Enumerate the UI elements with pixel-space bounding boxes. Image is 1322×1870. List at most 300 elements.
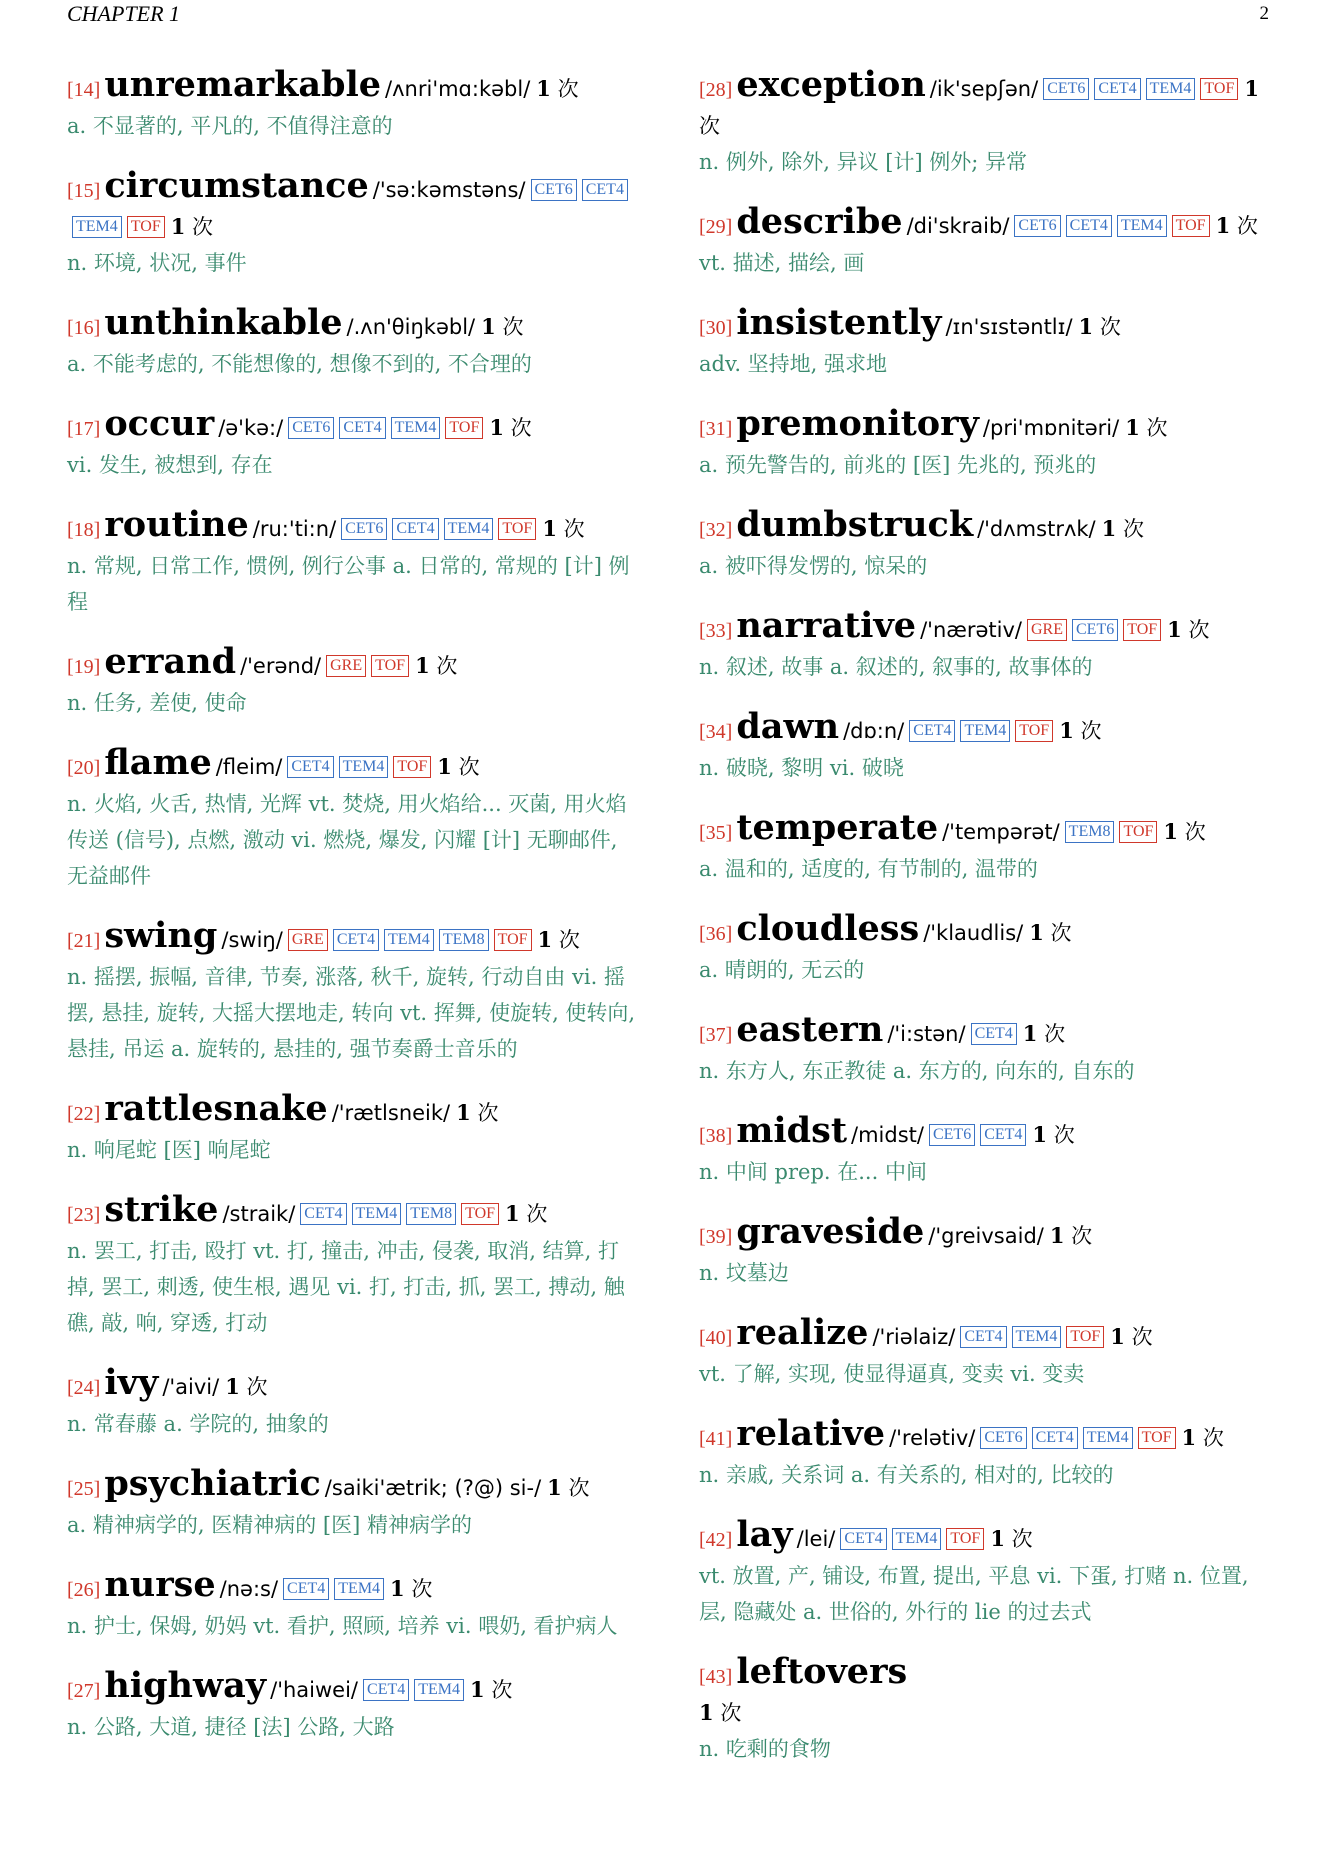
exam-tag-badge: CET6 [929, 1124, 975, 1146]
vocab-entry [67, 302, 645, 382]
exam-tag-badge: TOF [1138, 1427, 1176, 1449]
vocab-entry [699, 908, 1269, 988]
count-unit: 次 [491, 1678, 513, 1702]
exam-tag-badge: CET4 [333, 929, 379, 951]
pronunciation: /fleim/ [215, 755, 283, 779]
entry-headline [67, 1088, 645, 1132]
vocab-entry [699, 807, 1269, 887]
exam-tag-badge: TOF [1200, 78, 1238, 100]
vocab-entry [699, 201, 1269, 281]
pronunciation: /'nærətiv/ [920, 618, 1022, 642]
definition: n. 常春藤 a. 学院的, 抽象的 [67, 1412, 329, 1436]
entry-number: [19] [67, 656, 101, 678]
headword: narrative [736, 605, 917, 646]
entry-headline [67, 504, 645, 548]
pronunciation: /ik'sepʃən/ [929, 77, 1039, 101]
count-number: 1 [1022, 1021, 1038, 1046]
entry-headline [67, 641, 645, 685]
count-number: 1 [437, 754, 452, 779]
headword: nurse [104, 1564, 216, 1605]
count-number: 1 [1110, 1324, 1125, 1349]
count-unit: 次 [720, 1701, 742, 1725]
entry-number: [30] [699, 317, 733, 339]
definition: vt. 描述, 描绘, 画 [699, 251, 865, 275]
entry-number: [29] [699, 216, 733, 238]
exam-tag-badge: TOF [494, 929, 532, 951]
count-number: 1 [505, 1201, 520, 1226]
pronunciation: /'sə:kəmstəns/ [372, 178, 526, 202]
exam-tag-badge: TEM8 [439, 929, 489, 951]
count-unit: 次 [1044, 1022, 1066, 1046]
exam-tag-badge: CET4 [909, 720, 955, 742]
exam-tag-badge: CET4 [300, 1203, 346, 1225]
definition: vt. 了解, 实现, 使显得逼真, 变卖 vi. 变卖 [699, 1362, 1085, 1386]
exam-tag-badge: TEM4 [339, 756, 389, 778]
definition: a. 不能考虑的, 不能想像的, 想像不到的, 不合理的 [67, 352, 532, 376]
frequency-count [1182, 1426, 1224, 1450]
vocab-entry [67, 1564, 645, 1644]
entry-number: [43] [699, 1666, 733, 1688]
vocab-entry [67, 1189, 645, 1341]
exam-tag-badge: TEM4 [391, 417, 441, 439]
exam-tag-badge: TOF [498, 518, 536, 540]
definition: n. 吃剩的食物 [699, 1737, 831, 1761]
frequency-count [456, 1101, 498, 1125]
pronunciation: /straik/ [222, 1202, 296, 1226]
headword: circumstance [104, 165, 369, 206]
definition: n. 护士, 保姆, 奶妈 vt. 看护, 照顾, 培养 vi. 喂奶, 看护病人 [67, 1614, 618, 1638]
headword: eastern [736, 1009, 884, 1050]
count-unit: 次 [502, 315, 524, 339]
count-number: 1 [1029, 920, 1044, 945]
entry-headline [699, 807, 1269, 851]
count-unit: 次 [1146, 416, 1168, 440]
exam-tag-badge: TEM4 [444, 518, 494, 540]
entry-number: [39] [699, 1226, 733, 1248]
exam-tag-badge: CET4 [960, 1326, 1006, 1348]
entry-headline [699, 302, 1269, 346]
headword: flame [104, 742, 212, 783]
entry-headline [699, 605, 1269, 649]
entry-headline [699, 1651, 1269, 1731]
exam-tag-badge: TEM4 [1083, 1427, 1133, 1449]
headword: highway [104, 1665, 267, 1706]
exam-tag-badge: CET4 [1094, 78, 1140, 100]
exam-tag-badge: TOF [1119, 821, 1157, 843]
vocab-entry [699, 1413, 1269, 1493]
exam-tag-badge: TEM4 [384, 929, 434, 951]
headword: exception [736, 64, 926, 105]
vocab-entry [699, 504, 1269, 584]
pronunciation: /pri'mɒnitəri/ [982, 416, 1120, 440]
pronunciation: /'klaudlis/ [923, 921, 1024, 945]
headword: errand [104, 641, 237, 682]
frequency-count [481, 315, 523, 339]
frequency-count [505, 1202, 547, 1226]
definition: n. 公路, 大道, 捷径 [法] 公路, 大路 [67, 1715, 395, 1739]
exam-tag-badge: CET4 [971, 1023, 1017, 1045]
entry-headline [67, 915, 645, 959]
pronunciation: /swiŋ/ [221, 928, 283, 952]
pronunciation: /di'skraib/ [906, 214, 1010, 238]
entry-headline [699, 1211, 1269, 1255]
exam-tag-badge: TEM4 [1012, 1326, 1062, 1348]
entry-number: [22] [67, 1103, 101, 1125]
headword: dawn [736, 706, 840, 747]
count-unit: 次 [1184, 820, 1206, 844]
exam-tag-badge: TOF [1123, 619, 1161, 641]
pronunciation: /'dʌmstrʌk/ [977, 517, 1096, 541]
frequency-count [1023, 1022, 1065, 1046]
pronunciation: /'haiwei/ [270, 1678, 359, 1702]
definition: n. 罢工, 打击, 殴打 vt. 打, 撞击, 冲击, 侵袭, 取消, 结算, 打掉, 罢工, 刺透, 使生根, 遇见 vi. 打, 打击, 抓, 罢工, 搏动, 触礁, 敲, 响, 穿透, 打动 [67, 1239, 625, 1335]
definition: n. 例外, 除外, 异议 [计] 例外; 异常 [699, 150, 1028, 174]
count-number: 1 [1059, 718, 1074, 743]
entry-headline [699, 1009, 1269, 1053]
exam-tag-badge: CET6 [1043, 78, 1089, 100]
count-unit: 次 [1188, 618, 1210, 642]
count-number: 1 [536, 76, 551, 101]
count-number: 1 [542, 516, 557, 541]
exam-tag-badge: CET6 [1072, 619, 1118, 641]
headword: routine [104, 504, 249, 545]
count-unit: 次 [1011, 1527, 1033, 1551]
count-unit: 次 [192, 215, 214, 239]
exam-tag-badge: TEM8 [1065, 821, 1115, 843]
count-unit: 次 [510, 416, 532, 440]
count-unit: 次 [477, 1101, 499, 1125]
entry-headline [67, 302, 645, 346]
count-unit: 次 [1080, 719, 1102, 743]
pronunciation: /ɪn'sɪstəntlɪ/ [945, 315, 1073, 339]
vocab-entry [67, 742, 645, 894]
exam-tag-badge: GRE [288, 929, 328, 951]
count-unit: 次 [526, 1202, 548, 1226]
count-number: 1 [456, 1100, 471, 1125]
entry-number: [42] [699, 1529, 733, 1551]
frequency-count [1167, 618, 1209, 642]
entry-number: [36] [699, 923, 733, 945]
entry-headline [67, 403, 645, 447]
frequency-count [1059, 719, 1101, 743]
count-unit: 次 [411, 1577, 433, 1601]
page-header [67, 0, 1267, 30]
entry-number: [28] [699, 79, 733, 101]
entry-headline [67, 742, 645, 786]
vocab-entry [699, 1110, 1269, 1190]
right-column [699, 64, 1269, 1791]
pronunciation: /lei/ [796, 1527, 836, 1551]
count-unit: 次 [1053, 1123, 1075, 1147]
entry-number: [16] [67, 317, 101, 339]
count-number: 1 [699, 1700, 714, 1725]
entry-number: [20] [67, 757, 101, 779]
entry-number: [21] [67, 930, 101, 952]
entry-number: [35] [699, 822, 733, 844]
count-unit: 次 [1202, 1426, 1224, 1450]
definition: a. 不显著的, 平凡的, 不值得注意的 [67, 114, 393, 138]
frequency-count [699, 1701, 741, 1725]
definition: a. 温和的, 适度的, 有节制的, 温带的 [699, 857, 1038, 881]
definition: n. 叙述, 故事 a. 叙述的, 叙事的, 故事体的 [699, 655, 1093, 679]
count-number: 1 [1215, 213, 1231, 238]
count-number: 1 [1101, 516, 1117, 541]
entry-number: [26] [67, 1579, 101, 1601]
pronunciation: /ə'kə:/ [218, 416, 284, 440]
frequency-count [489, 416, 531, 440]
definition: n. 东方人, 东正教徒 a. 东方的, 向东的, 自东的 [699, 1059, 1135, 1083]
exam-tag-badge: CET6 [531, 179, 577, 201]
exam-tag-badge: TOF [393, 756, 431, 778]
frequency-count [1163, 820, 1205, 844]
pronunciation: /'i:stən/ [887, 1022, 966, 1046]
pronunciation: /nə:s/ [219, 1577, 279, 1601]
entry-headline [699, 1312, 1269, 1356]
exam-tag-badge: CET4 [980, 1124, 1026, 1146]
headword: realize [736, 1312, 869, 1353]
headword: unremarkable [104, 64, 382, 105]
exam-tag-badge: TOF [1066, 1326, 1104, 1348]
entry-number: [23] [67, 1204, 101, 1226]
exam-tag-badge: TEM4 [352, 1203, 402, 1225]
exam-tag-badge: CET4 [392, 518, 438, 540]
frequency-count [538, 928, 580, 952]
count-unit: 次 [1071, 1224, 1093, 1248]
frequency-count [990, 1527, 1032, 1551]
vocab-entry [699, 64, 1269, 180]
frequency-count [1079, 315, 1121, 339]
definition: vi. 发生, 被想到, 存在 [67, 453, 273, 477]
count-number: 1 [390, 1576, 405, 1601]
definition: n. 亲戚, 关系词 a. 有关系的, 相对的, 比较的 [699, 1463, 1114, 1487]
definition: vt. 放置, 产, 铺设, 布置, 提出, 平息 vi. 下蛋, 打赌 n. 位置, 层, 隐藏处 a. 世俗的, 外行的 lie 的过去式 [699, 1564, 1249, 1624]
headword: strike [104, 1189, 219, 1230]
count-number: 1 [1244, 76, 1259, 101]
count-number: 1 [481, 314, 496, 339]
headword: psychiatric [104, 1463, 321, 1504]
exam-tag-badge: TEM4 [334, 1578, 384, 1600]
chapter-title: CHAPTER 1 [67, 1, 181, 26]
exam-tag-badge: CET4 [582, 179, 628, 201]
exam-tag-badge: CET4 [363, 1679, 409, 1701]
pronunciation: /'tempərət/ [942, 820, 1060, 844]
entry-headline [699, 908, 1269, 952]
entry-headline [67, 1564, 645, 1608]
vocab-entry [67, 165, 645, 281]
headword: graveside [736, 1211, 925, 1252]
entry-number: [31] [699, 418, 733, 440]
exam-tag-badge: TOF [127, 216, 165, 238]
pronunciation: /'greivsaid/ [928, 1224, 1044, 1248]
pronunciation: /saiki'ætrik; (?@) si-/ [324, 1476, 542, 1500]
count-unit: 次 [436, 654, 458, 678]
entry-number: [40] [699, 1327, 733, 1349]
definition: a. 晴朗的, 无云的 [699, 958, 865, 982]
headword: insistently [736, 302, 942, 343]
exam-tag-badge: GRE [326, 655, 366, 677]
vocab-entry [67, 1362, 645, 1442]
count-number: 1 [537, 927, 553, 952]
headword: temperate [736, 807, 939, 848]
entry-headline [67, 1463, 645, 1507]
exam-tag-badge: TEM4 [72, 216, 122, 238]
headword: ivy [104, 1362, 159, 1403]
definition: a. 被吓得发愣的, 惊呆的 [699, 554, 928, 578]
pronunciation: /dɒ:n/ [843, 719, 905, 743]
count-number: 1 [415, 653, 430, 678]
frequency-count [225, 1375, 267, 1399]
headword: lay [736, 1514, 793, 1555]
exam-tag-badge: TEM4 [960, 720, 1010, 742]
exam-tag-badge: TOF [371, 655, 409, 677]
definition: n. 常规, 日常工作, 惯例, 例行公事 a. 日常的, 常规的 [计] 例程 [67, 554, 630, 614]
entry-number: [33] [699, 620, 733, 642]
pronunciation: /'relətiv/ [889, 1426, 976, 1450]
vocab-entry [699, 605, 1269, 685]
exam-tag-badge: CET4 [287, 756, 333, 778]
pronunciation: /'aivi/ [162, 1375, 220, 1399]
frequency-count [437, 755, 479, 779]
definition: n. 环境, 状况, 事件 [67, 251, 247, 275]
entry-headline [699, 64, 1269, 144]
pronunciation: /'erənd/ [240, 654, 322, 678]
count-number: 1 [1032, 1122, 1048, 1147]
vocab-entry [67, 64, 645, 144]
entry-headline [699, 1110, 1269, 1154]
vocab-entry [699, 1009, 1269, 1089]
pronunciation: /'rætlsneik/ [331, 1101, 451, 1125]
exam-tag-badge: TEM4 [1117, 215, 1167, 237]
vocab-entry [699, 1514, 1269, 1630]
count-unit: 次 [1236, 214, 1258, 238]
entry-number: [37] [699, 1024, 733, 1046]
frequency-count [470, 1678, 512, 1702]
definition: a. 预先警告的, 前兆的 [医] 先兆的, 预兆的 [699, 453, 1097, 477]
headword: relative [736, 1413, 886, 1454]
exam-tag-badge: CET4 [339, 417, 385, 439]
exam-tag-badge: CET4 [1032, 1427, 1078, 1449]
exam-tag-badge: TEM4 [892, 1528, 942, 1550]
frequency-count [1102, 517, 1144, 541]
exam-tag-badge: CET4 [840, 1528, 886, 1550]
frequency-count [1216, 214, 1258, 238]
count-number: 1 [547, 1475, 562, 1500]
frequency-count [536, 77, 578, 101]
frequency-count [1032, 1123, 1074, 1147]
pronunciation: /.ʌn'θiŋkəbl/ [346, 315, 476, 339]
definition: n. 火焰, 火舌, 热情, 光辉 vt. 焚烧, 用火焰给... 灭菌, 用火焰传送 (信号), 点燃, 激动 vi. 燃烧, 爆发, 闪耀 [计] 无聊邮件, 无益邮件 [67, 792, 627, 888]
exam-tag-badge: TEM4 [414, 1679, 464, 1701]
frequency-count [1029, 921, 1071, 945]
exam-tag-badge: TOF [445, 417, 483, 439]
exam-tag-badge: TEM4 [1146, 78, 1196, 100]
entry-number: [27] [67, 1680, 101, 1702]
entry-number: [17] [67, 418, 101, 440]
definition: n. 破晓, 黎明 vi. 破晓 [699, 756, 904, 780]
entry-number: [25] [67, 1478, 101, 1500]
headword: occur [104, 403, 215, 444]
count-unit: 次 [1050, 921, 1072, 945]
exam-tag-badge: CET6 [980, 1427, 1026, 1449]
entry-headline [699, 403, 1269, 447]
headword: dumbstruck [736, 504, 974, 545]
frequency-count [1050, 1224, 1092, 1248]
vocab-entry [67, 1463, 645, 1543]
entry-headline [67, 165, 645, 245]
vocab-entry [67, 641, 645, 721]
count-number: 1 [990, 1526, 1005, 1551]
definition: a. 精神病学的, 医精神病的 [医] 精神病学的 [67, 1513, 472, 1537]
exam-tag-badge: CET6 [341, 518, 387, 540]
entry-number: [38] [699, 1125, 733, 1147]
frequency-count [547, 1476, 589, 1500]
exam-tag-badge: TOF [946, 1528, 984, 1550]
frequency-count [415, 654, 457, 678]
entry-headline [67, 64, 645, 108]
count-unit: 次 [558, 928, 580, 952]
pronunciation: /ʌnri'mɑ:kəbl/ [385, 77, 531, 101]
vocab-entry [67, 915, 645, 1067]
entry-headline [699, 504, 1269, 548]
vocab-entry [699, 1651, 1269, 1767]
count-number: 1 [225, 1374, 240, 1399]
definition: n. 响尾蛇 [医] 响尾蛇 [67, 1138, 271, 1162]
definition: n. 任务, 差使, 使命 [67, 691, 247, 715]
headword: unthinkable [104, 302, 343, 343]
exam-tag-badge: TOF [1015, 720, 1053, 742]
definition: n. 中间 prep. 在... 中间 [699, 1160, 927, 1184]
count-unit: 次 [1131, 1325, 1153, 1349]
vocab-entry [699, 706, 1269, 786]
entry-headline [699, 706, 1269, 750]
entry-number: [18] [67, 519, 101, 541]
count-number: 1 [170, 214, 186, 239]
frequency-count [1125, 416, 1167, 440]
exam-tag-badge: TOF [461, 1203, 499, 1225]
vocab-entry [67, 504, 645, 620]
count-number: 1 [1167, 617, 1182, 642]
count-number: 1 [1125, 415, 1140, 440]
headword: rattlesnake [104, 1088, 328, 1129]
entry-headline [699, 1413, 1269, 1457]
exam-tag-badge: CET6 [288, 417, 334, 439]
entry-headline [67, 1189, 645, 1233]
pronunciation: /'riəlaiz/ [872, 1325, 956, 1349]
exam-tag-badge: TOF [1172, 215, 1210, 237]
count-number: 1 [470, 1677, 485, 1702]
count-number: 1 [1181, 1425, 1197, 1450]
count-unit: 次 [1122, 517, 1144, 541]
page-number: 2 [1259, 3, 1269, 24]
headword: midst [736, 1110, 848, 1151]
vocab-entry [699, 403, 1269, 483]
frequency-count [171, 215, 213, 239]
count-unit: 次 [1099, 315, 1121, 339]
count-unit: 次 [458, 755, 480, 779]
exam-tag-badge: CET4 [283, 1578, 329, 1600]
frequency-count [1110, 1325, 1152, 1349]
entry-headline [699, 1514, 1269, 1558]
count-number: 1 [489, 415, 504, 440]
vocab-entry [67, 403, 645, 483]
pronunciation: /midst/ [851, 1123, 924, 1147]
headword: describe [736, 201, 903, 242]
frequency-count [390, 1577, 432, 1601]
count-unit: 次 [557, 77, 579, 101]
pronunciation: /ru:'ti:n/ [252, 517, 337, 541]
left-column [67, 64, 645, 1769]
vocab-entry [67, 1665, 645, 1745]
